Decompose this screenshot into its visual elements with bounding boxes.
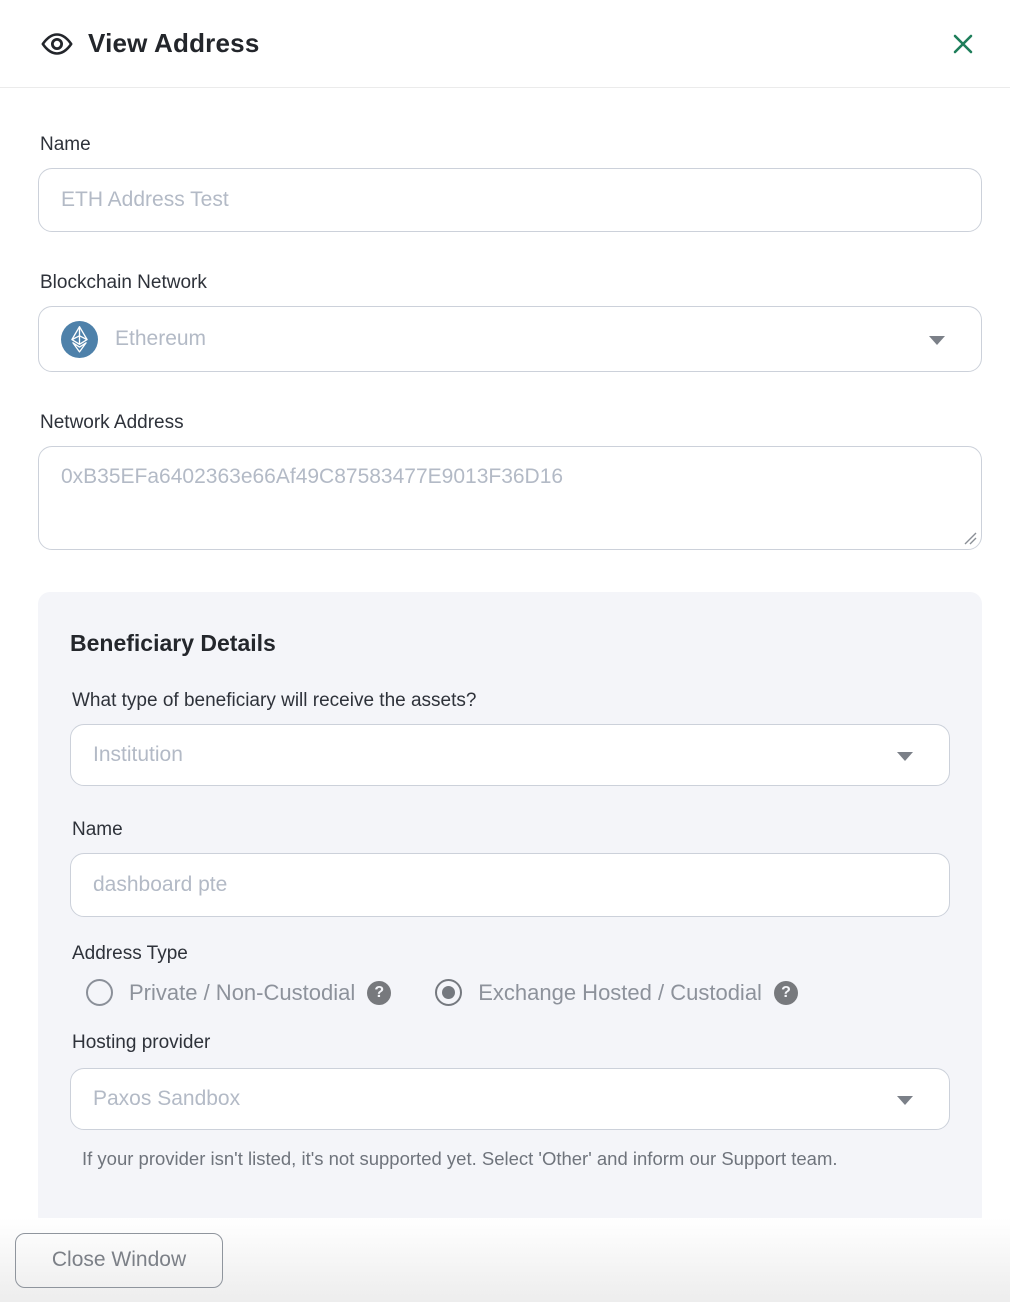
radio-label: Private / Non-Custodial: [129, 979, 356, 1005]
name-label: Name: [40, 134, 91, 155]
ethereum-icon: [61, 321, 98, 358]
close-window-button[interactable]: Close Window: [15, 1233, 223, 1288]
radio-exchange-hosted-custodial[interactable]: [435, 979, 798, 1006]
help-icon[interactable]: ?: [774, 981, 798, 1005]
modal-footer: [0, 1218, 1010, 1302]
hosting-provider-label: Hosting provider: [72, 1032, 211, 1053]
radio-private-non-custodial[interactable]: [86, 979, 391, 1006]
beneficiary-name-value: dashboard pte: [93, 873, 228, 896]
beneficiary-type-select[interactable]: [70, 724, 950, 786]
beneficiary-name-label: Name: [72, 819, 123, 840]
beneficiary-details-title: Beneficiary Details: [70, 630, 276, 656]
network-address-label: Network Address: [40, 412, 184, 433]
radio-icon[interactable]: [435, 979, 462, 1006]
network-address-textarea[interactable]: [38, 446, 982, 550]
help-icon[interactable]: ?: [367, 981, 391, 1005]
modal-body: [0, 134, 1010, 1228]
chevron-down-icon: [929, 336, 945, 345]
beneficiary-type-value: Institution: [93, 743, 183, 766]
beneficiary-type-label: What type of beneficiary will receive the assets?: [72, 690, 477, 711]
chevron-down-icon: [897, 752, 913, 761]
address-type-label: Address Type: [72, 943, 188, 964]
modal-header: [0, 0, 1010, 88]
network-address-value: 0xB35EFa6402363e66Af49C87583477E9013F36D16: [61, 465, 564, 488]
hosting-provider-select[interactable]: [70, 1068, 950, 1130]
name-input-value: ETH Address Test: [61, 188, 229, 211]
blockchain-network-label: Blockchain Network: [40, 272, 207, 293]
beneficiary-name-input[interactable]: [70, 853, 950, 917]
beneficiary-details-card: [38, 592, 982, 1228]
radio-label: Exchange Hosted / Custodial: [478, 979, 762, 1005]
chevron-down-icon: [897, 1096, 913, 1105]
blockchain-network-select[interactable]: [38, 306, 982, 372]
address-type-radio-group: [70, 979, 950, 1006]
close-icon[interactable]: [946, 27, 980, 61]
eye-icon: [40, 31, 74, 57]
resize-handle-icon[interactable]: [964, 532, 977, 545]
radio-icon[interactable]: [86, 979, 113, 1006]
hosting-provider-help-text: If your provider isn't listed, it's not supported yet. Select 'Other' and inform our Support team.: [82, 1148, 838, 1169]
name-input[interactable]: [38, 168, 982, 232]
blockchain-network-value: Ethereum: [115, 327, 207, 350]
hosting-provider-value: Paxos Sandbox: [93, 1087, 241, 1110]
modal-title: View Address: [88, 28, 260, 58]
